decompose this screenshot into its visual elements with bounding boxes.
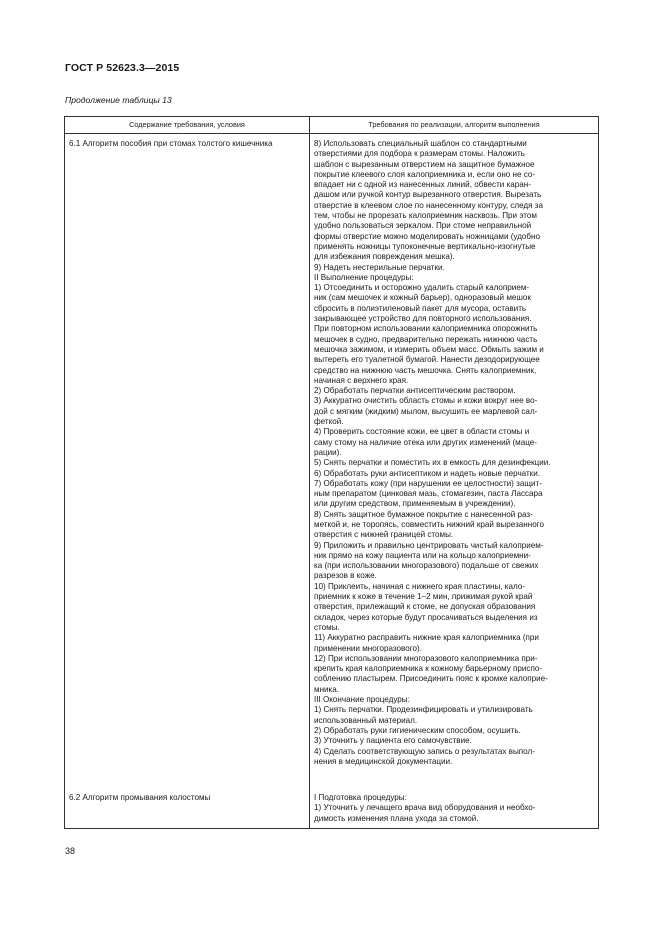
algorithm-line: для избежания повреждения мешка).: [314, 252, 455, 262]
algorithm-line: применять ножницы тупоконечные вертикально-изогнутые: [314, 241, 536, 251]
algorithm-line: 4) Сделать соответствующую запись о результатах выпол-: [314, 746, 535, 756]
algorithm-line: соблению пластырем. Присоединить пояс к кромке калоприе-: [314, 674, 548, 684]
algorithm-line: рации).: [314, 447, 342, 457]
algorithm-line: вытереть его туалетной бумагой. Нанести дезодорирующее: [314, 355, 540, 365]
algorithm-line: начиная с верхнего края.: [314, 375, 409, 385]
algorithm-line: 8) Использовать специальный шаблон со стандартными: [314, 139, 527, 148]
algorithm-line: 12) При использовании многоразового калоприемника при-: [314, 653, 538, 663]
algorithm-line: мника.: [314, 684, 340, 694]
algorithm-line: 9) Приложить и правильно центрировать чистый калоприем-: [314, 540, 544, 550]
algorithm-line: 7) Обработать кожу (при нарушении ее целостности) защит-: [314, 478, 542, 488]
algorithm-line: 10) Приклеить, начиная с нижнего края пластины, кало-: [314, 581, 525, 591]
algorithm-line: формы отверстие можно моделировать ножницами (удобно: [314, 231, 541, 241]
algorithm-line: закрывающее устройство для повторного использования.: [314, 314, 532, 324]
algorithm-line: II Выполнение процедуры:: [314, 272, 414, 282]
algorithm-line: разрезов в коже.: [314, 571, 377, 581]
algorithm-line: отверстие в клеевом слое по нанесенному контуру, следя за: [314, 200, 543, 210]
algorithm-line: 1) Уточнить у лечащего врача вид оборудования и необхо-: [314, 803, 536, 813]
algorithm-line: 1) Отсоединить и осторожно удалить старый калоприем-: [314, 283, 530, 293]
algorithm-line: отверстиями для подбора к размерам стомы. Наложить: [314, 149, 525, 159]
algorithm-line: покрытие клеевого слоя калоприемника и, если оно не со-: [314, 169, 536, 179]
algorithm-line: впадает ни с одной из нанесенных линий, обвести каран-: [314, 180, 531, 190]
algorithm-line: 4) Проверить состояние кожи, ее цвет в области стомы и: [314, 427, 530, 437]
algorithm-line: средство на нижнюю часть мешочка. Снять калоприемник,: [314, 365, 537, 375]
algorithm-line: дашом или ручкой контур вырезанного отверстия. Вырезать: [314, 190, 542, 200]
algorithm-line: 2) Обработать руки гигиеническим способом, осушить.: [314, 725, 521, 735]
algorithm-line: 5) Снять перчатки и поместить их в емкость для дезинфекции.: [314, 458, 551, 468]
algorithm-line: III Окончание процедуры:: [314, 695, 410, 705]
row-2-algorithm: [314, 793, 596, 824]
algorithm-line: саму стому на наличие отека или других изменений (маце-: [314, 437, 537, 447]
table-continuation-caption: Продолжение таблицы 13: [65, 95, 172, 105]
page-number: 38: [65, 846, 76, 856]
algorithm-line: сбросить в полиэтиленовый пакет для мусора, оставить: [314, 303, 527, 313]
algorithm-line: крепить края калоприемника к кожному барьерному приспо-: [314, 664, 543, 674]
algorithm-line: ка (при использовании многоразового) подальше от свежих: [314, 561, 539, 571]
algorithm-line: тем, чтобы не прорезать калоприемник насквозь. При этом: [314, 211, 537, 221]
requirements-table: [64, 116, 599, 829]
algorithm-line: нения в медицинской документации.: [314, 756, 453, 766]
algorithm-line: димость изменения плана ухода за стомой.: [314, 813, 479, 823]
algorithm-line: 3) Уточнить у пациента его самочувствие.: [314, 736, 472, 746]
algorithm-line: 2) Обработать перчатки антисептическим раствором.: [314, 386, 516, 396]
algorithm-line: 3) Аккуратно очистить область стомы и кожи вокруг нее во-: [314, 396, 538, 406]
algorithm-line: 11) Аккуратно расправить нижние края калоприемника (при: [314, 633, 539, 643]
algorithm-line: стомы.: [314, 622, 340, 632]
algorithm-line: При повторном использовании калоприемника опорожнить: [314, 324, 538, 334]
row-1-algorithm: [314, 139, 596, 767]
algorithm-line: I Подготовка процедуры:: [314, 793, 407, 802]
algorithm-line: приемник к коже в течение 1–2 мин, прижимая рукой край: [314, 592, 533, 602]
algorithm-line: мешочек в судно, предварительно пережать нижнюю часть: [314, 334, 538, 344]
algorithm-line: отверстия, прилежащий к стоме, не допуская образования: [314, 602, 536, 612]
algorithm-line: 1) Снять перчатки. Продезинфицировать и утилизировать: [314, 705, 533, 715]
column-header-algorithm: Требования по реализации, алгоритм выполнения: [368, 120, 540, 129]
algorithm-line: ным препаратом (цинковая мазь, стомагезин, паста Лассара: [314, 489, 543, 499]
algorithm-line: меткой и, не торопясь, совместить нижний край вырезанного: [314, 519, 545, 529]
algorithm-line: ник прямо на кожу пациента или на кольцо калоприемни-: [314, 550, 531, 560]
algorithm-line: мешочка зажимом, и измерить объем масс. Обмыть зажим и: [314, 344, 544, 354]
algorithm-line: феткой.: [314, 417, 344, 427]
algorithm-line: складок, через которые будут просачиваться выделения из: [314, 612, 538, 622]
algorithm-line: дой с мягким (жидким) мылом, высушить ее марлевой сал-: [314, 406, 538, 416]
algorithm-line: 8) Снять защитное бумажное покрытие с нанесенной раз-: [314, 509, 533, 519]
algorithm-line: 6) Обработать руки антисептиком и надеть новые перчатки.: [314, 468, 540, 478]
algorithm-line: отверстия с нижней границей стомы.: [314, 530, 454, 540]
column-header-requirements: Содержание требования, условия: [129, 120, 245, 129]
algorithm-line: ник (сам мешочек и кожный барьер), одноразовый мешок: [314, 293, 531, 303]
algorithm-line: применении многоразового).: [314, 643, 422, 653]
algorithm-line: удобно пользоваться зеркалом. При стоме неправильной: [314, 221, 532, 231]
row-1-requirement: 6.1 Алгоритм пособия при стомах толстого кишечника: [69, 139, 273, 148]
algorithm-line: использованный материал.: [314, 715, 418, 725]
algorithm-line: или другим средством, применяемым в учреждении).: [314, 499, 516, 509]
column-divider: [309, 117, 310, 828]
document-title: ГОСТ Р 52623.3—2015: [65, 62, 180, 74]
row-2-requirement: 6.2 Алгоритм промывания колостомы: [69, 793, 211, 802]
algorithm-line: 9) Надеть нестерильные перчатки.: [314, 262, 445, 272]
algorithm-line: шаблон с вырезанным отверстием на защитное бумажное: [314, 159, 535, 169]
header-divider: [65, 133, 598, 134]
